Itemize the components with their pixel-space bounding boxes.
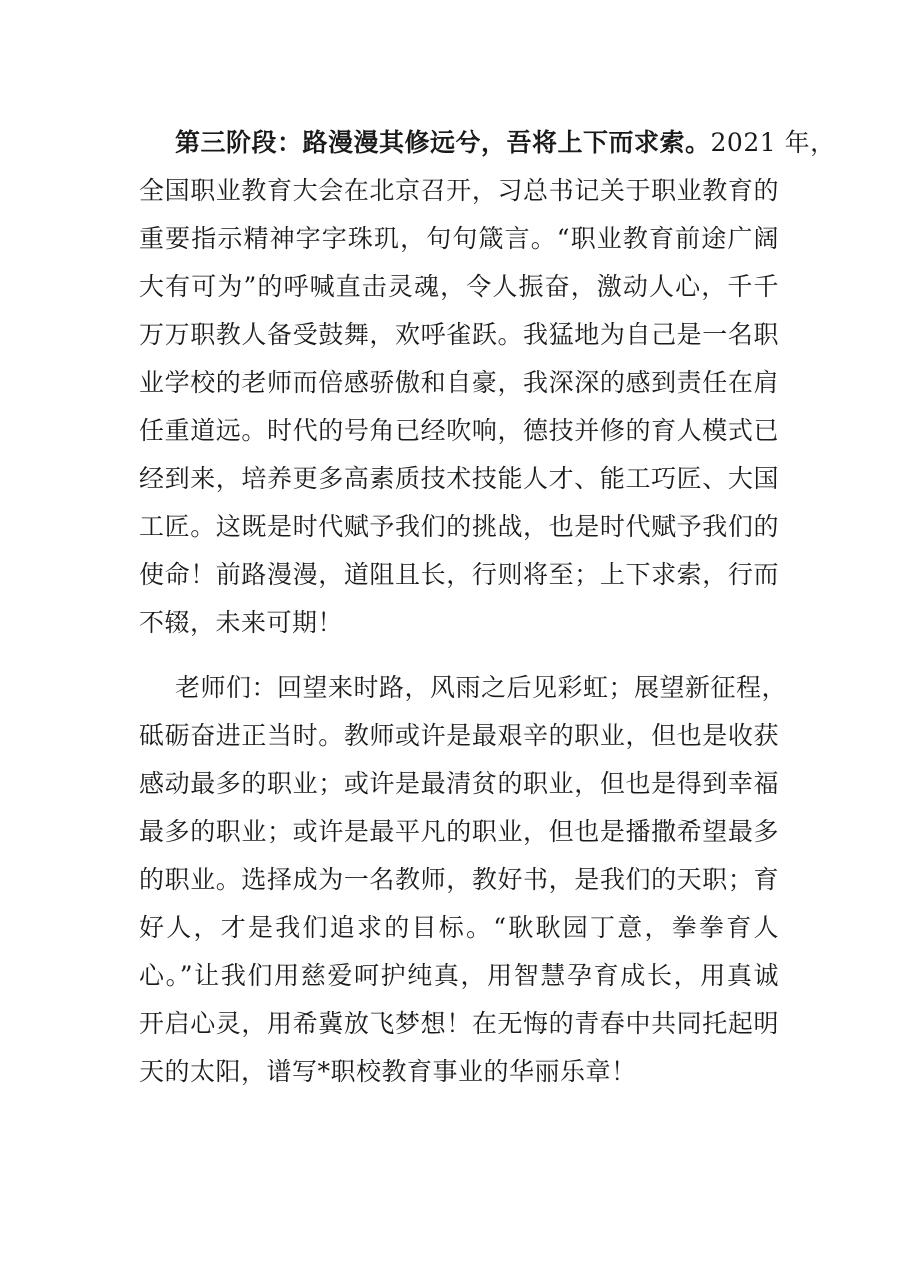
- paragraph-line: 不辍，未来可期！: [139, 608, 344, 637]
- year-text: 2021 年，: [710, 128, 836, 157]
- document-body: [139, 119, 836, 1096]
- paragraph-line: 最多的职业；或许是最平凡的职业，但也是播撒希望最多: [139, 817, 779, 846]
- paragraph-teachers: [139, 664, 788, 1096]
- paragraph-line: 老师们：回望来时路，风雨之后见彩虹；展望新征程，: [175, 673, 788, 702]
- paragraph-line: 万万职教人备受鼓舞，欢呼雀跃。我猛地为自己是一名职: [139, 320, 779, 349]
- paragraph-line: 重要指示精神字字珠玑，句句箴言。“职业教育前途广阔: [139, 224, 779, 253]
- paragraph-line: 经到来，培养更多高素质技术技能人才、能工巧匠、大国: [139, 464, 779, 493]
- paragraph-line: 好人，才是我们追求的目标。“耿耿园丁意，拳拳育人: [139, 913, 779, 942]
- paragraph-stage-three: [139, 119, 836, 647]
- paragraph-line: 感动最多的职业；或许是最清贫的职业，但也是得到幸福: [139, 769, 779, 798]
- paragraph-line: 大有可为”的呼喊直击灵魂，令人振奋，激动人心，千千: [139, 272, 779, 301]
- paragraph-line: 的职业。选择成为一名教师，教好书，是我们的天职；育: [139, 865, 779, 894]
- stage-heading: 第三阶段：路漫漫其修远兮，吾将上下而求索。: [175, 128, 711, 157]
- paragraph-line: 砥砺奋进正当时。教师或许是最艰辛的职业，但也是收获: [139, 721, 779, 750]
- paragraph-line: 使命！前路漫漫，道阻且长，行则将至；上下求索，行而: [139, 560, 779, 589]
- paragraph-line: 业学校的老师而倍感骄傲和自豪，我深深的感到责任在肩: [139, 368, 779, 397]
- paragraph-line: 全国职业教育大会在北京召开，习总书记关于职业教育的: [139, 176, 779, 205]
- paragraph-line: 开启心灵，用希冀放飞梦想！在无悔的青春中共同托起明: [139, 1009, 779, 1038]
- paragraph-line: [139, 119, 836, 167]
- paragraph-line: 工匠。这既是时代赋予我们的挑战，也是时代赋予我们的: [139, 512, 779, 541]
- paragraph-line: 心。”让我们用慈爱呵护纯真，用智慧孕育成长，用真诚: [139, 961, 779, 990]
- paragraph-line: 任重道远。时代的号角已经吹响，德技并修的育人模式已: [139, 416, 779, 445]
- paragraph-spacer: [139, 647, 779, 664]
- paragraph-line: 天的太阳，谱写*职校教育事业的华丽乐章！: [139, 1057, 637, 1086]
